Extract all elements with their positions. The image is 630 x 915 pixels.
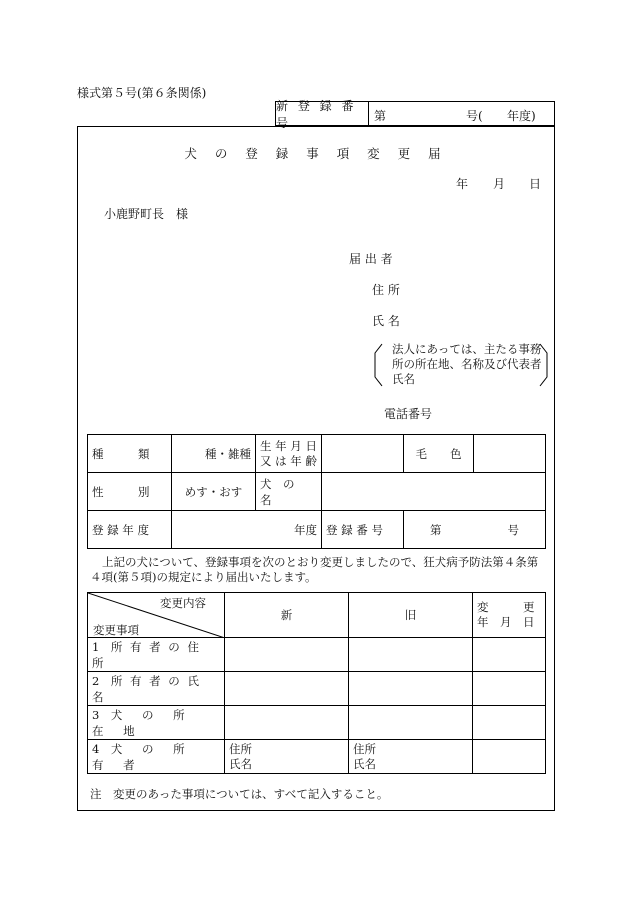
new-registration-number-box xyxy=(275,98,555,130)
new-registration-label: 新 登 録 番 号 xyxy=(276,102,369,125)
row-label: 2 所 有 者 の 氏 名 xyxy=(88,672,225,706)
form-title: 犬 の 登 録 事 項 変 更 届 xyxy=(184,146,448,161)
table-row xyxy=(88,706,546,740)
date-field[interactable] xyxy=(473,638,546,672)
coat-field[interactable] xyxy=(474,435,546,473)
reg-year: 年度) xyxy=(507,109,536,123)
old-field[interactable] xyxy=(349,706,473,740)
change-item-label: 変更事項 xyxy=(93,623,139,637)
date-field[interactable] xyxy=(473,706,546,740)
change-content-label: 変更内容 xyxy=(160,596,206,610)
reg-no-label: 登 録 番 号 xyxy=(322,511,404,549)
date-month-label: 月 xyxy=(493,177,506,191)
breed-label: 種・雑種 xyxy=(172,435,256,473)
dog-name-label: 犬 の 名 xyxy=(256,473,322,511)
sex-value[interactable]: めす・おす xyxy=(172,473,256,511)
statement-paragraph: 上記の犬について、登録事項を次のとおり変更しましたので、狂犬病予防法第４条第４項(第５項)の規定により届出いたします。 xyxy=(90,555,539,584)
new-registration-field[interactable] xyxy=(369,102,554,125)
birth-label: 生 年 月 日 又 は 年 齢 xyxy=(256,435,322,473)
col-change-date: 変 更 年 月 日 xyxy=(473,593,546,638)
change-table xyxy=(87,592,546,774)
dog-name-field[interactable] xyxy=(322,473,546,511)
date-field[interactable] xyxy=(473,672,546,706)
row-label: 1 所 有 者 の 住 所 xyxy=(88,638,225,672)
addressee: 小鹿野町長 様 xyxy=(104,207,189,221)
dog-info-table xyxy=(87,434,546,549)
old-field[interactable] xyxy=(349,638,473,672)
reg-suffix: 号( xyxy=(466,109,483,123)
row-label: 4 犬 の 所 有 者 xyxy=(88,740,225,774)
old-owner-field[interactable]: 住所 氏名 xyxy=(349,740,473,774)
sex-label: 性 別 xyxy=(88,473,172,511)
form-number-label: 様式第５号(第６条関係) xyxy=(77,86,207,100)
coat-label: 毛 色 xyxy=(404,435,474,473)
new-owner-field[interactable]: 住所 氏名 xyxy=(225,740,349,774)
date-day-label: 日 xyxy=(529,177,542,191)
reg-no-field[interactable]: 第 号 xyxy=(404,511,546,549)
table-row xyxy=(88,638,546,672)
kind-label: 種 類 xyxy=(88,435,172,473)
corporate-note xyxy=(372,342,550,388)
new-field[interactable] xyxy=(225,672,349,706)
date-field[interactable] xyxy=(473,740,546,774)
date-year-label: 年 xyxy=(456,177,469,191)
new-field[interactable] xyxy=(225,706,349,740)
table-row xyxy=(88,672,546,706)
table-row xyxy=(88,740,546,774)
applicant-name-label: 氏 名 xyxy=(372,314,400,328)
birth-field[interactable] xyxy=(322,435,404,473)
reg-year-field[interactable]: 年度 xyxy=(172,511,322,549)
new-field[interactable] xyxy=(225,638,349,672)
footnote: 注 変更のあった事項については、すべて記入すること。 xyxy=(90,787,389,801)
change-header-cell xyxy=(88,593,225,638)
applicant-label: 届 出 者 xyxy=(349,252,393,266)
corporate-note-text: 法人にあっては、主たる事務所の所在地、名称及び代表者氏名 xyxy=(392,342,542,386)
reg-prefix: 第 xyxy=(374,109,387,123)
reg-year-label: 登 録 年 度 xyxy=(88,511,172,549)
old-field[interactable] xyxy=(349,672,473,706)
col-old: 旧 xyxy=(349,593,473,638)
row-label: 3 犬 の 所 在 地 xyxy=(88,706,225,740)
applicant-address-label: 住 所 xyxy=(372,283,400,297)
phone-label: 電話番号 xyxy=(384,407,433,421)
col-new: 新 xyxy=(225,593,349,638)
